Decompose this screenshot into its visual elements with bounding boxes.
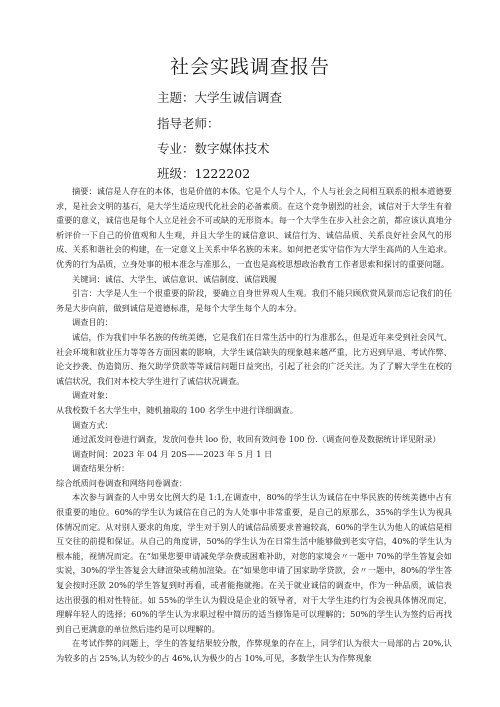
- analysis-subheading: 综合纸质问卷调查和网络问卷调查：: [56, 477, 188, 488]
- purpose-paragraph: 诚信，作为我们中华名族的传统美德，它是我们在日常生活中的行为准那么，但是近年来受到社会风气、社会环境和就业压力等等各方面因素的影响，大学生诚信缺失的现象越来越严重，比方迟到早退、考试作弊、论文抄袭、伪造简历、拖欠助学贷款等等诚信问题日益突出，引起了社会的广泛关注。为了了解大学生在校的诚信状况，我们对本校大学生进行了诚信状况调查。: [56, 331, 452, 386]
- object-paragraph: 从我校数千名大学生中，随机抽取的 100 名学生中进行详细调查。: [56, 404, 298, 415]
- result-paragraph-1: 本次参与调查的人中男女比例大约是 1:1,在调查中，80%的学生认为诚信在中华民族的传统美德中占有很重要的地位。60%的学生认为诚信在自己的为人处事中非常重要，是自己的原那么，35%的学生认为视具体情况而定。从对别人要求的角度，学生对于别人的诚信品质要求普遍较高，60%的学生认为他人的诚信是相互交往的前提和保证。从自己的角度讲，50%的学生认为在日常生活中能够做到老实守信，40%的学生认为根本能，视情况而定。在“如果您要申请减免学杂费或困难补助，对您的家境会〃一题中 70%的学生答复会如实说，30%的学生答复会大肆渲染或稍加渲染。在“如果您申请了国家助学贷款，会〃一题中，80%的学生答复会按时还款 20%的学生答复到时再看，或者能拖就拖。在关于就业诚信的调查中，作为一种品质，诚信表达出很强的相对性特征。如 55%的学生认为假设是企业的领导者，对于大学生违约行为会视具体情况而定，理解年轻人的选择；60%的学生认为求职过程中简历的适当修饰是可以理解的；50%的学生认为签约后再找到自己更满意的单位然后违约是可以理解的。: [56, 492, 452, 634]
- report-body: [56, 184, 452, 666]
- time-paragraph: 调查时间：2023 年 04 月 20S——2023 年 5 月 1 日: [72, 448, 273, 459]
- method-heading: 调查方式：: [72, 419, 113, 430]
- keywords-paragraph: 关键词：诚信、大学生、诚信意识、诚信制度、诚信践履: [72, 273, 277, 284]
- result-paragraph-2: 在考试作弊的问题上，学生的答复结果较分散，作弊现象的存在上，同学们认为很大一局部的占 20%,认为较多的占 25%,认为较少的占 46%,认为极少的占 10%,可见，多数学生认为作弊现象: [56, 638, 452, 663]
- analysis-heading: 调查结果分析：: [72, 463, 130, 474]
- object-heading: 调查对象：: [72, 390, 113, 401]
- topic-line: 主题：大学生诚信调查: [157, 90, 283, 105]
- purpose-heading: 调查目的：: [72, 317, 113, 328]
- abstract-paragraph: 摘要：诚信是人存在的本体，也是价值的本体。它是个人与个人，个人与社会之间相互联系的根本道德要求，是社会文明的基石，是大学生适应现代化社会的必备素质。在这个竞争剧烈的社会，诚信对于大学生有着重要的意义，诚信也是每个人立足社会不可或缺的无形资本。每一个大学生在步入社会之前，都应该认真地分析评价一下自己的价值观和人生观，并且大学生的诚信意识、诚信行为、诚信品质、关系良好社会风气的形成、关系和谐社会的构建，在一定意义上关系中华名族的未来。如何把老实守信作为大学生高尚的人生追求。优秀的行为品质，立身处事的根本准念与准那么，一直也是高校思想政治教育工作者思索和探讨的重要问题。: [56, 186, 452, 269]
- report-title: 社会实践调查报告: [169, 56, 330, 78]
- major-line: 专业：数字媒体技术: [157, 141, 270, 156]
- method-paragraph: 通过派发问卷进行调查，发放问卷共 loo 份，收回有效问卷 100 份.（调查问卷及数据统计详见附录）: [72, 434, 441, 445]
- advisor-line: 指导老师：: [157, 116, 220, 131]
- class-line: 班级：1222202: [157, 166, 251, 181]
- intro-paragraph: 引言：大学是人生一个很重要的阶段，要确立自身世界观人生观。我们不能只顾欣赏风景而忘记我们的任务是大步向前，做到诚信是道德标准，是每个大学生每个人的本分。: [56, 288, 452, 313]
